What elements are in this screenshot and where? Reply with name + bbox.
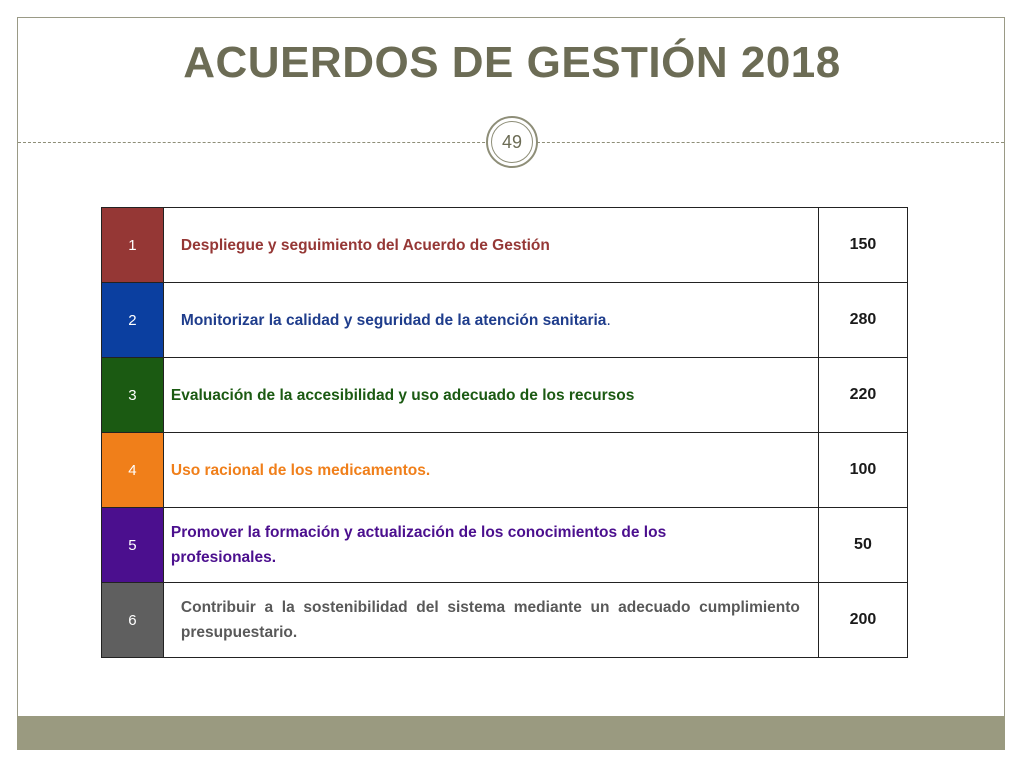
row-description: Evaluación de la accesibilidad y uso adecuado de los recursos <box>170 386 635 404</box>
row-description-cell <box>163 583 818 658</box>
row-description-cell <box>163 508 818 583</box>
row-value-cell: 280 <box>818 283 907 358</box>
row-description-cell <box>163 433 818 508</box>
row-description: Promover la formación y actualización de los conocimientos de los profesionales. <box>170 524 667 566</box>
table-row <box>102 433 908 508</box>
row-number-cell: 5 <box>102 508 164 583</box>
table-row <box>102 208 908 283</box>
table-row <box>102 358 908 433</box>
row-number-cell: 3 <box>102 358 164 433</box>
row-description-cell <box>163 208 818 283</box>
row-value-cell: 150 <box>818 208 907 283</box>
row-description: Contribuir a la sostenibilidad del sistema mediante un adecuado cumplimiento presupuestario. <box>180 599 800 641</box>
row-description-cell <box>163 283 818 358</box>
row-value-cell: 220 <box>818 358 907 433</box>
footer-bar <box>17 716 1005 750</box>
row-number-cell: 4 <box>102 433 164 508</box>
table-row <box>102 283 908 358</box>
row-description: Despliegue y seguimiento del Acuerdo de Gestión <box>180 236 550 254</box>
row-value-cell: 200 <box>818 583 907 658</box>
table-row <box>102 508 908 583</box>
row-value-cell: 100 <box>818 433 907 508</box>
slide-title: ACUERDOS DE GESTIÓN 2018 <box>183 38 841 87</box>
row-value-cell: 50 <box>818 508 907 583</box>
row-description-cell <box>163 358 818 433</box>
row-description: Uso racional de los medicamentos. <box>170 461 431 479</box>
row-number-cell: 6 <box>102 583 164 658</box>
row-description: Monitorizar la calidad y seguridad de la atención sanitaria <box>180 311 607 329</box>
table-row <box>102 583 908 658</box>
row-number-cell: 2 <box>102 283 164 358</box>
page-number-badge <box>486 116 538 168</box>
row-number-cell: 1 <box>102 208 164 283</box>
management-agreements-table <box>101 207 908 658</box>
page-number: 49 <box>491 121 533 163</box>
row-description-suffix: . <box>606 311 611 329</box>
